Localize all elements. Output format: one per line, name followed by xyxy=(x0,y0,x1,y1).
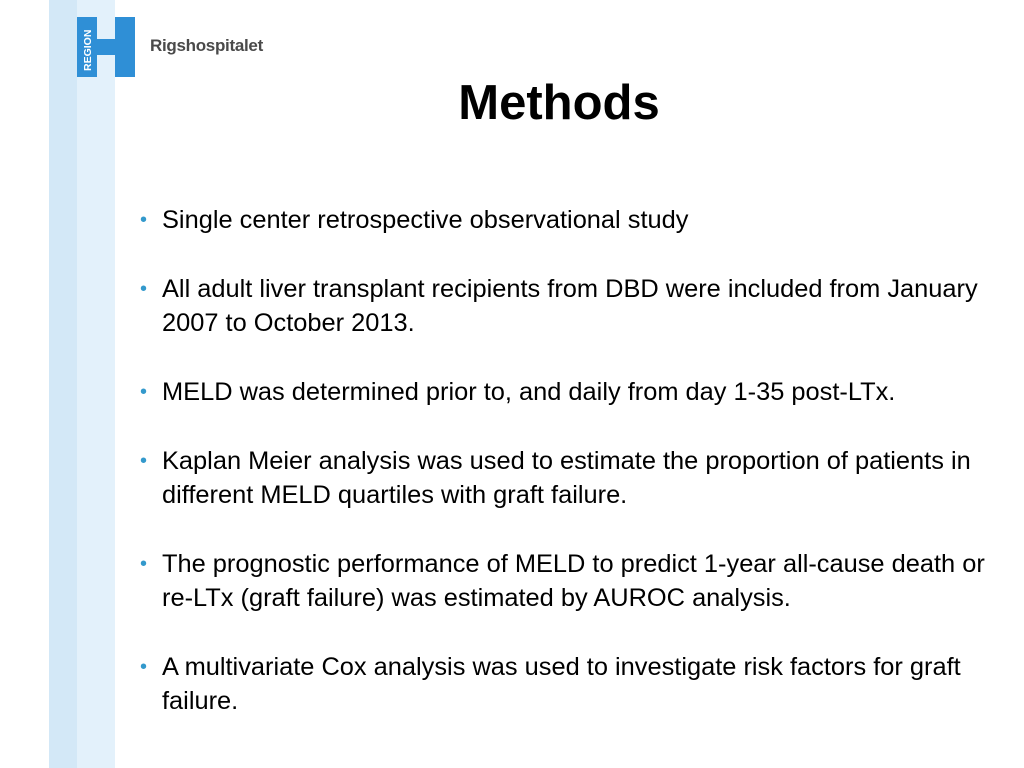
logo-region-text: REGION xyxy=(82,29,94,71)
bullet-text: Kaplan Meier analysis was used to estimate the proportion of patients in different MELD quartiles with graft failure. xyxy=(162,447,971,509)
list-item xyxy=(140,203,1010,237)
bullet-icon: • xyxy=(140,209,148,231)
list-item xyxy=(140,547,1010,615)
bullet-text: Single center retrospective observational study xyxy=(162,206,689,234)
list-item xyxy=(140,650,1010,718)
bullet-icon: • xyxy=(140,278,148,300)
bullet-text: A multivariate Cox analysis was used to investigate risk factors for graft failure. xyxy=(162,653,961,715)
bullet-icon: • xyxy=(140,381,148,403)
bullet-text: MELD was determined prior to, and daily from day 1-35 post-LTx. xyxy=(162,378,896,406)
bullet-text: The prognostic performance of MELD to predict 1-year all-cause death or re-LTx (graft failure) was estimated by AUROC analysis. xyxy=(162,550,985,612)
list-item xyxy=(140,444,1010,512)
region-h-logo-icon xyxy=(77,17,135,77)
logo-name: Rigshospitalet xyxy=(150,36,263,55)
bullet-icon: • xyxy=(140,656,148,678)
page-title: Methods xyxy=(458,76,660,130)
decorative-stripe-light xyxy=(77,0,115,768)
bullet-icon: • xyxy=(140,450,148,472)
list-item xyxy=(140,375,1010,409)
bullet-text: All adult liver transplant recipients from DBD were included from January 2007 to October 2013. xyxy=(162,275,978,337)
list-item xyxy=(140,272,1010,340)
bullet-icon: • xyxy=(140,553,148,575)
bullet-list xyxy=(140,203,1010,753)
decorative-stripe-dark xyxy=(49,0,77,768)
